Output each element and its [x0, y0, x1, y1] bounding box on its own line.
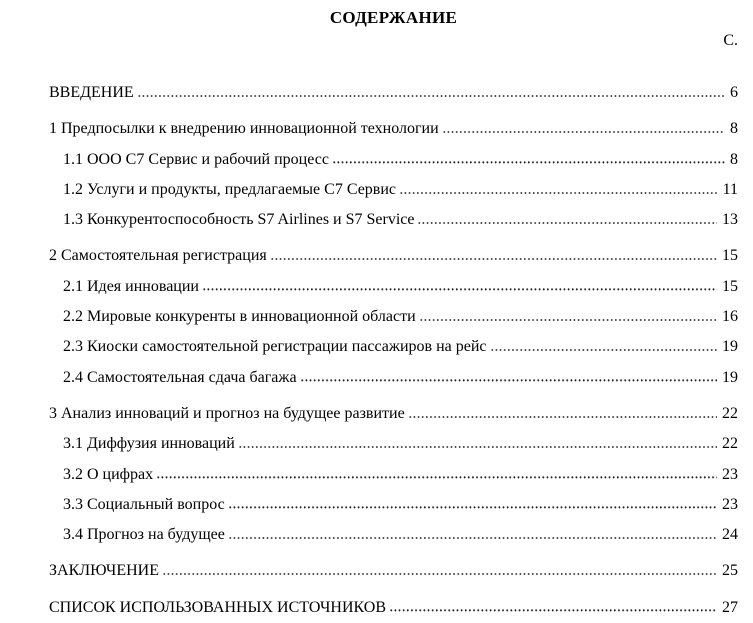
- toc-entry-label: 3.3 Социальный вопрос: [63, 495, 225, 513]
- dot-leader: [138, 95, 725, 97]
- toc-entry-page: 15: [722, 247, 738, 265]
- toc-entry: [49, 429, 738, 459]
- dot-leader: [409, 416, 717, 418]
- toc-entry: [49, 78, 738, 108]
- toc-entry: [49, 332, 738, 362]
- toc-entry: [49, 241, 738, 271]
- toc-entry-page: 16: [722, 308, 738, 326]
- toc-entry-label: 1.3 Конкурентоспособность S7 Airlines и S7 Service: [63, 211, 415, 229]
- toc-entry: [49, 363, 738, 393]
- toc-entry-label: 1.1 ООО С7 Сервис и рабочий процесс: [63, 150, 329, 168]
- toc-entry: [49, 205, 738, 235]
- toc-entry-page: 27: [722, 598, 738, 616]
- toc-entry-label: 2.2 Мировые конкуренты в инновационной области: [63, 308, 416, 326]
- toc-entry: [49, 593, 738, 623]
- toc-entry: [49, 490, 738, 520]
- toc-entry-page: 8: [730, 120, 738, 138]
- toc-entry-label: 2.4 Самостоятельная сдача багажа: [63, 368, 297, 386]
- toc-entry-label: 2 Самостоятельная регистрация: [49, 247, 267, 265]
- toc-entry-page: 22: [722, 404, 738, 422]
- dot-leader: [443, 131, 725, 133]
- toc-entry-label: СПИСОК ИСПОЛЬЗОВАННЫХ ИСТОЧНИКОВ: [49, 598, 387, 616]
- toc-entry-page: 19: [722, 338, 738, 356]
- dot-leader: [400, 192, 718, 194]
- dot-leader: [491, 349, 718, 351]
- toc-entry-label: 3.1 Диффузия инноваций: [63, 435, 235, 453]
- toc-entry-page: 6: [730, 84, 738, 101]
- dot-leader: [418, 222, 717, 224]
- dot-leader: [301, 379, 717, 381]
- page-title: СОДЕРЖАНИЕ: [329, 8, 458, 27]
- toc-entry-page: 23: [722, 495, 738, 513]
- dot-leader: [239, 446, 717, 448]
- toc-entry: [49, 520, 738, 550]
- dot-leader: [203, 288, 717, 290]
- toc-entry-page: 24: [722, 526, 738, 544]
- toc-entry-page: 8: [730, 150, 738, 168]
- toc-entry-page: 19: [722, 368, 738, 386]
- page-column-label: С.: [723, 32, 738, 49]
- toc-entry: [49, 175, 738, 205]
- toc-entry-page: 15: [722, 277, 738, 295]
- toc-entry-page: 25: [722, 562, 738, 580]
- toc-entry: [49, 145, 738, 175]
- toc-entry: [49, 399, 738, 429]
- toc-entry: [49, 460, 738, 490]
- toc-entry-label: 2.1 Идея инновации: [63, 277, 199, 295]
- dot-leader: [157, 476, 717, 478]
- toc-entry-label: 2.3 Киоски самостоятельной регистрации пассажиров на рейс: [63, 338, 487, 356]
- toc-entry-label: 3 Анализ инноваций и прогноз на будущее развитие: [49, 404, 405, 422]
- dot-leader: [420, 319, 717, 321]
- toc-entry-label: 1 Предпосылки к внедрению инновационной технологии: [49, 120, 439, 138]
- dot-leader: [390, 609, 717, 611]
- toc-entry: [49, 556, 738, 586]
- toc-entry-page: 13: [722, 211, 738, 229]
- toc-entry: [49, 114, 738, 144]
- toc-entry: [49, 302, 738, 332]
- toc-entry-page: 11: [722, 180, 738, 198]
- dot-leader: [163, 573, 717, 575]
- dot-leader: [271, 258, 717, 260]
- dot-leader: [229, 537, 717, 539]
- toc-entry-label: 3.2 О цифрах: [63, 465, 154, 483]
- dot-leader: [333, 161, 725, 163]
- toc-entry-page: 22: [722, 435, 738, 453]
- dot-leader: [229, 506, 717, 508]
- toc-entry-label: 3.4 Прогноз на будущее: [63, 526, 225, 544]
- toc-entry-label: ВВЕДЕНИЕ: [49, 84, 134, 101]
- toc-entry-label: ЗАКЛЮЧЕНИЕ: [49, 562, 159, 580]
- toc-entry-label: 1.2 Услуги и продукты, предлагаемые С7 Сервис: [63, 180, 397, 198]
- toc-entry: [49, 272, 738, 302]
- table-of-contents: [49, 78, 738, 623]
- toc-entry-page: 23: [722, 465, 738, 483]
